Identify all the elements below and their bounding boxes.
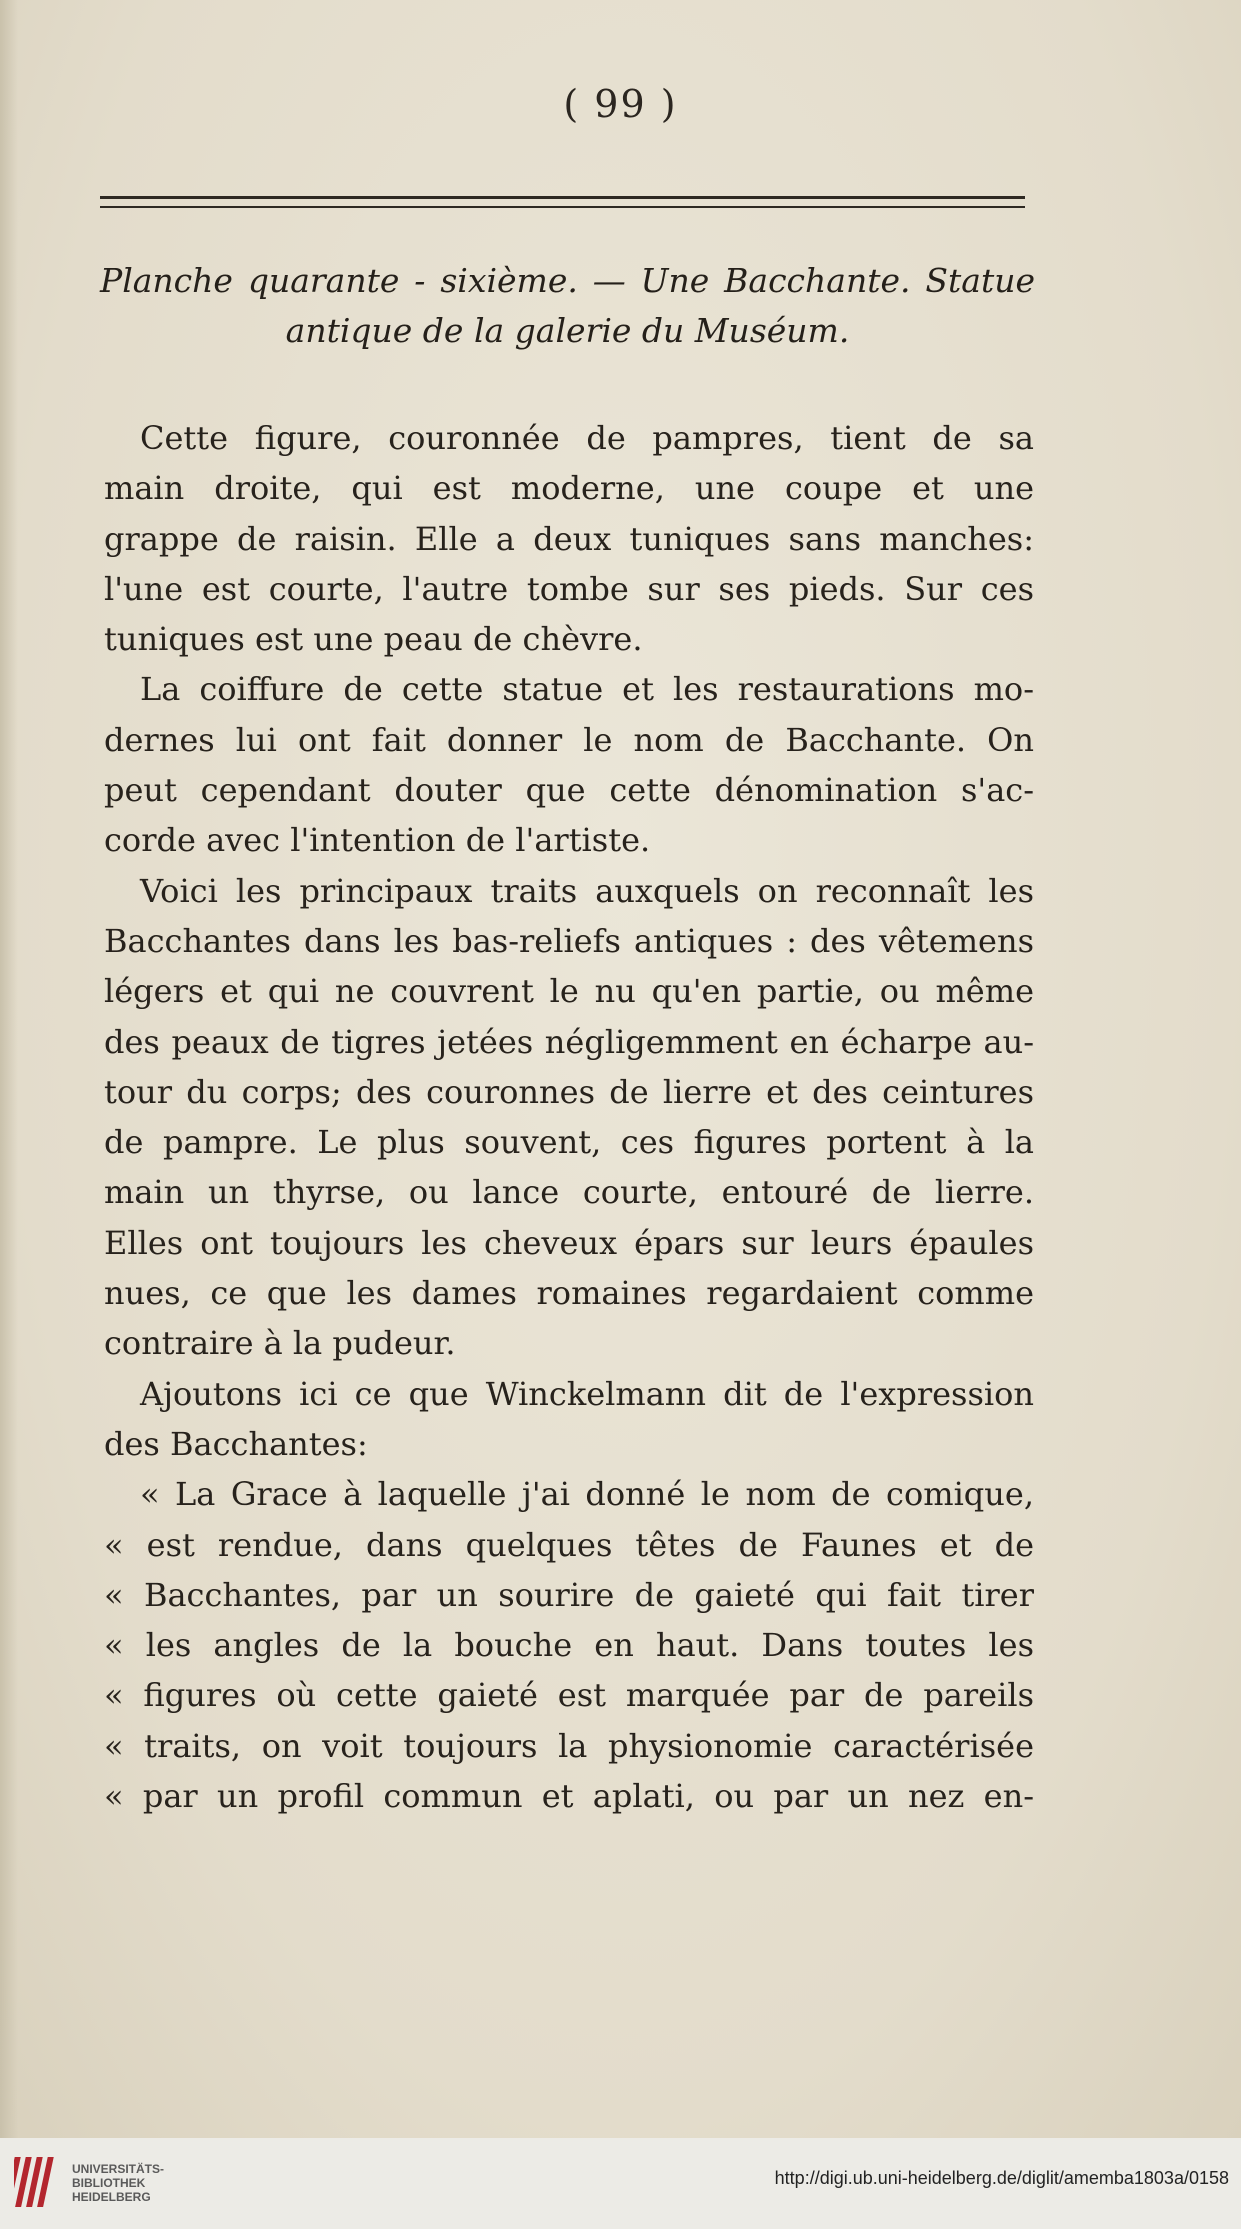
text-line: tour du corps; des couronnes de lierre et des ceintures [104, 1072, 1034, 1111]
text-line: Ajoutons ici ce que Winckelmann dit de l'expression [140, 1374, 1034, 1413]
text-line: « par un profil commun et aplati, ou par un nez en- [104, 1777, 1034, 1816]
library-name [72, 2162, 164, 2204]
text-line: dernes lui ont fait donner le nom de Bacchante. On [104, 720, 1034, 759]
body-text [104, 413, 1034, 1821]
text-line: main droite, qui est moderne, une coupe et une [104, 469, 1034, 508]
header-rule-top [100, 196, 1025, 199]
library-name-line-3: HEIDELBERG [72, 2190, 151, 2204]
text-line: nues, ce que les dames romaines regardaient comme [104, 1274, 1034, 1313]
page-number: ( 99 ) [563, 82, 678, 126]
text-line: La coiffure de cette statue et les restaurations mo- [140, 670, 1034, 709]
plate-caption [100, 256, 1035, 356]
text-line: légers et qui ne couvrent le nu qu'en partie, ou même [104, 972, 1034, 1011]
text-line: corde avec l'intention de l'artiste. [104, 821, 651, 860]
text-line: Elles ont toujours les cheveux épars sur leurs épaules [104, 1223, 1034, 1262]
source-url-link[interactable]: http://digi.ub.uni-heidelberg.de/diglit/amemba1803a/0158 [774, 2168, 1229, 2188]
text-line: peut cependant douter que cette dénomination s'ac- [104, 771, 1034, 810]
text-line: Cette figure, couronnée de pampres, tient de sa [140, 419, 1034, 457]
caption-line-1: Planche quarante - sixième. — Une Bacchante. Statue [100, 261, 1035, 300]
text-line: Bacchantes dans les bas-reliefs antiques : des vêtemens [104, 921, 1034, 960]
library-name-line-1: UNIVERSITÄTS- [72, 2162, 165, 2176]
header-rule-bottom [100, 206, 1025, 208]
text-line: Voici les principaux traits auxquels on reconnaît les [140, 871, 1034, 910]
text-line: main un thyrse, ou lance courte, entouré de lierre. [104, 1173, 1034, 1212]
text-line: « est rendue, dans quelques têtes de Faunes et de [104, 1525, 1034, 1564]
text-line: « figures où cette gaieté est marquée par de pareils [104, 1676, 1034, 1715]
caption-line-2: antique de la galerie du Muséum. [285, 311, 850, 350]
library-logo-icon [14, 2151, 58, 2213]
text-line: de pampre. Le plus souvent, ces figures portent à la [104, 1123, 1034, 1162]
text-line: grappe de raisin. Elle a deux tuniques sans manches: [104, 519, 1034, 558]
page-edge-shadow [0, 0, 18, 2138]
text-line: des peaux de tigres jetées négligemment en écharpe au- [104, 1022, 1034, 1061]
library-name-line-2: BIBLIOTHEK [72, 2176, 146, 2190]
text-line: des Bacchantes: [104, 1424, 368, 1463]
text-line: « Bacchantes, par un sourire de gaieté qui fait tirer [104, 1575, 1034, 1614]
text-line: l'une est courte, l'autre tombe sur ses pieds. Sur ces [104, 569, 1034, 608]
footer-bar [0, 2138, 1241, 2229]
text-line: contraire à la pudeur. [104, 1324, 456, 1363]
text-line: « les angles de la bouche en haut. Dans toutes les [104, 1626, 1034, 1665]
text-line: tuniques est une peau de chèvre. [104, 620, 643, 659]
text-line: « traits, on voit toujours la physionomie caractérisée [104, 1726, 1034, 1765]
text-line: « La Grace à laquelle j'ai donné le nom de comique, [140, 1475, 1034, 1514]
